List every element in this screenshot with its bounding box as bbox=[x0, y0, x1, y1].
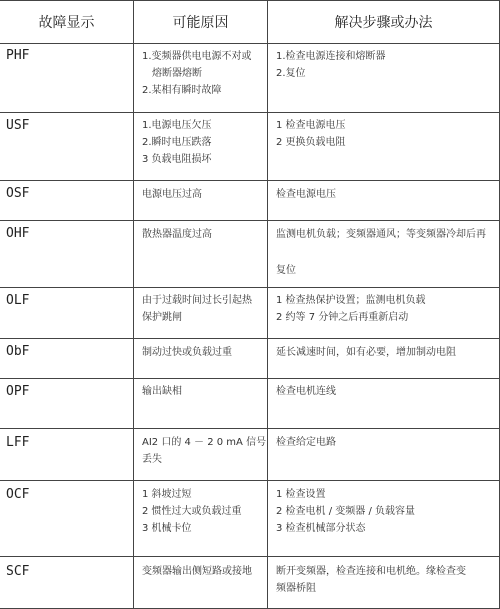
fault-code: LFF bbox=[6, 435, 30, 450]
cause-cell: 输出缺相 bbox=[142, 386, 182, 397]
cause-cell: 1.电源电压欠压 2.瞬时电压跌落 3 负载电阻损坏 bbox=[142, 120, 212, 165]
cause-cell: 变频器输出侧短路或接地 bbox=[142, 566, 252, 577]
cause-cell: 电源电压过高 bbox=[142, 189, 202, 200]
table-rule bbox=[0, 220, 500, 221]
cause-cell: 由于过载时间过长引起热 保护跳闸 bbox=[142, 295, 252, 323]
table-rule bbox=[0, 180, 500, 181]
table-rule bbox=[267, 0, 268, 609]
table-rule bbox=[133, 0, 134, 609]
table-rule bbox=[0, 43, 500, 44]
solution-cell: 1 检查电源电压 2 更换负载电阻 bbox=[276, 120, 346, 148]
fault-code: USF bbox=[6, 118, 30, 133]
header-solution: 解决步骤或办法 bbox=[334, 15, 433, 31]
fault-code: SCF bbox=[6, 564, 30, 579]
header-possible-cause: 可能原因 bbox=[172, 15, 229, 31]
header-fault-display: 故障显示 bbox=[38, 15, 95, 31]
cause-cell: 散热器温度过高 bbox=[142, 229, 212, 240]
fault-code: ObF bbox=[6, 344, 30, 359]
solution-cell: 延长减速时间，如有必要，增加制动电阻 bbox=[276, 347, 456, 358]
table-rule bbox=[0, 480, 500, 481]
solution-cell: 检查给定电路 bbox=[276, 437, 336, 448]
cause-cell: AI2 口的 4 － 2 0 mA 信号 丢失 bbox=[142, 437, 267, 465]
table-rule bbox=[0, 338, 500, 339]
solution-cell: 1.检查电源连接和熔断器 2.复位 bbox=[276, 51, 386, 79]
cause-cell: 1 斜坡过短 2 惯性过大或负载过重 3 机械卡位 bbox=[142, 489, 242, 534]
solution-cell: 监测电机负载；变频器通风；等变频器冷却后再 bbox=[276, 229, 486, 240]
solution-cell: 检查电机连线 bbox=[276, 386, 336, 397]
table-rule bbox=[0, 428, 500, 429]
solution-cell: 1 检查热保护设置；监测电机负载 2 约等 7 分钟之后再重新启动 bbox=[276, 295, 426, 323]
fault-code: PHF bbox=[6, 48, 30, 63]
fault-code: OCF bbox=[6, 487, 30, 502]
table-rule bbox=[0, 0, 500, 1]
fault-code: OPF bbox=[6, 384, 30, 399]
cause-cell: 1.变频器供电电源不对或 熔断器熔断 2.某相有瞬时故障 bbox=[142, 51, 252, 96]
solution-cell: 检查电源电压 bbox=[276, 189, 336, 200]
solution-cell: 1 检查设置 2 检查电机 / 变频器 / 负载容量 3 检查机械部分状态 bbox=[276, 489, 415, 534]
table-rule bbox=[0, 287, 500, 288]
fault-code: OHF bbox=[6, 226, 30, 241]
table-rule bbox=[0, 112, 500, 113]
table-rule bbox=[0, 556, 500, 557]
fault-code: OSF bbox=[6, 186, 30, 201]
solution-cell: 断开变频器，检查连接和电机绝。缘检查变 频器桥阻 bbox=[276, 566, 466, 594]
cause-cell: 制动过快或负载过重 bbox=[142, 347, 232, 358]
table-rule bbox=[0, 378, 500, 379]
fault-code: OLF bbox=[6, 293, 30, 308]
solution-cell-continued: 复位 bbox=[276, 265, 296, 276]
